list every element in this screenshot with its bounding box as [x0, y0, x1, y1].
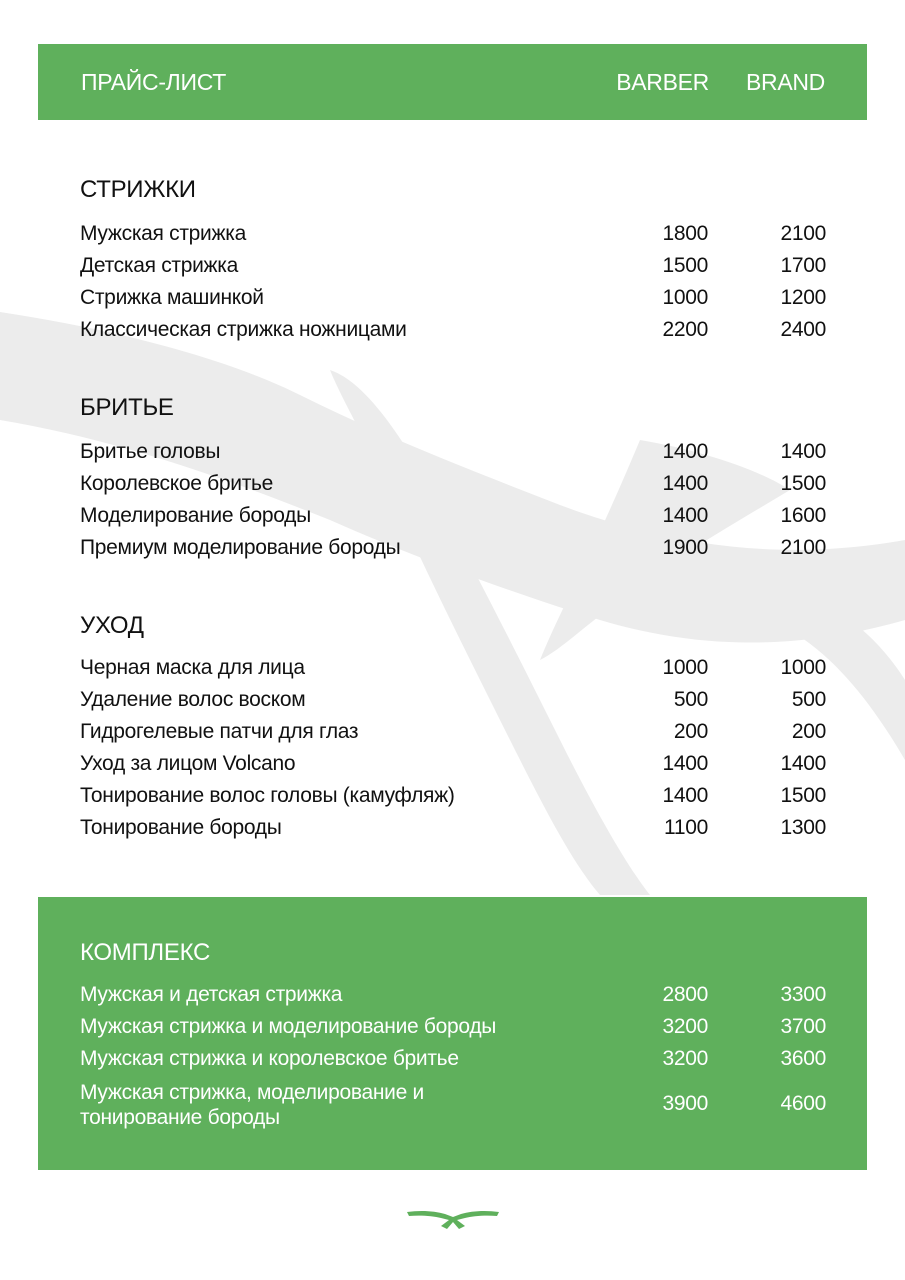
price-barber: 1400: [662, 504, 708, 527]
service-name: Мужская стрижка: [80, 222, 246, 245]
price-brand: 3700: [780, 1015, 826, 1038]
price-row: [80, 282, 826, 314]
price-barber: 2200: [662, 318, 708, 341]
price-brand: 1400: [780, 440, 826, 463]
column-header-brand: BRAND: [745, 69, 825, 95]
price-barber: 200: [673, 720, 708, 743]
service-name: Мужская стрижка, моделирование и тонирование бороды: [80, 1081, 424, 1129]
price-brand: 200: [791, 720, 826, 743]
price-row: [80, 1011, 826, 1043]
price-brand: 4600: [780, 1092, 826, 1115]
service-name: Тонирование волос головы (камуфляж): [80, 784, 455, 807]
price-list-header: [38, 44, 867, 120]
service-name: Моделирование бороды: [80, 504, 311, 527]
price-barber: 3200: [662, 1015, 708, 1038]
service-name: Премиум моделирование бороды: [80, 536, 401, 559]
service-name: Классическая стрижка ножницами: [80, 318, 407, 341]
section-title: КОМПЛЕКС: [80, 939, 211, 966]
price-barber: 1400: [662, 472, 708, 495]
price-row: [80, 532, 826, 564]
price-barber: 2800: [662, 983, 708, 1006]
price-barber: 1400: [662, 784, 708, 807]
price-brand: 3600: [780, 1047, 826, 1070]
service-name: Гидрогелевые патчи для глаз: [80, 720, 359, 743]
price-barber: 1400: [662, 752, 708, 775]
price-row: [80, 314, 826, 346]
price-barber: 1100: [664, 816, 708, 839]
service-name: Мужская стрижка и моделирование бороды: [80, 1015, 497, 1038]
service-name: Стрижка машинкой: [80, 286, 264, 309]
service-name: Черная маска для лица: [80, 656, 305, 679]
price-row: [80, 250, 826, 282]
price-row: [80, 1075, 826, 1133]
price-barber: 3900: [662, 1092, 708, 1115]
price-brand: 1400: [780, 752, 826, 775]
price-row: [80, 979, 826, 1011]
price-brand: 1300: [780, 816, 826, 839]
price-row: [80, 218, 826, 250]
section-shaving: [80, 394, 826, 564]
price-row: [80, 748, 826, 780]
price-brand: 1500: [780, 472, 826, 495]
service-name: Детская стрижка: [80, 254, 239, 277]
price-barber: 1400: [662, 440, 708, 463]
service-name: Королевское бритье: [80, 472, 274, 495]
mustache-logo-icon: [405, 1202, 501, 1232]
service-name: Мужская стрижка и королевское бритье: [80, 1047, 459, 1070]
price-row: [80, 468, 826, 500]
price-row: [80, 1043, 826, 1075]
section-title: БРИТЬЕ: [80, 394, 174, 421]
price-brand: 1700: [780, 254, 826, 277]
price-brand: 1500: [780, 784, 826, 807]
section-complex: [38, 897, 867, 1170]
price-brand: 3300: [780, 983, 826, 1006]
price-barber: 500: [673, 688, 708, 711]
service-name: Бритье головы: [80, 440, 221, 463]
price-row: [80, 436, 826, 468]
price-brand: 1000: [780, 656, 826, 679]
column-header-barber: BARBER: [616, 69, 709, 95]
page-title: ПРАЙС-ЛИСТ: [81, 69, 226, 95]
price-row: [80, 716, 826, 748]
section-care: [80, 612, 826, 844]
price-brand: 2100: [780, 222, 826, 245]
service-name: Мужская и детская стрижка: [80, 983, 343, 1006]
price-brand: 500: [791, 688, 826, 711]
price-barber: 3200: [662, 1047, 708, 1070]
price-brand: 2400: [780, 318, 826, 341]
price-barber: 1000: [662, 286, 708, 309]
price-row: [80, 812, 826, 844]
price-barber: 1800: [662, 222, 708, 245]
service-name: Уход за лицом Volcano: [80, 752, 296, 775]
service-name: Тонирование бороды: [80, 816, 282, 839]
section-haircuts: [80, 176, 826, 346]
price-row: [80, 684, 826, 716]
price-row: [80, 500, 826, 532]
price-row: [80, 652, 826, 684]
price-barber: 1500: [662, 254, 708, 277]
price-barber: 1000: [662, 656, 708, 679]
service-name: Удаление волос воском: [80, 688, 306, 711]
price-brand: 1600: [780, 504, 826, 527]
section-title: УХОД: [80, 612, 144, 639]
price-barber: 1900: [662, 536, 708, 559]
section-title: СТРИЖКИ: [80, 176, 196, 203]
price-row: [80, 780, 826, 812]
price-brand: 1200: [780, 286, 826, 309]
price-brand: 2100: [780, 536, 826, 559]
